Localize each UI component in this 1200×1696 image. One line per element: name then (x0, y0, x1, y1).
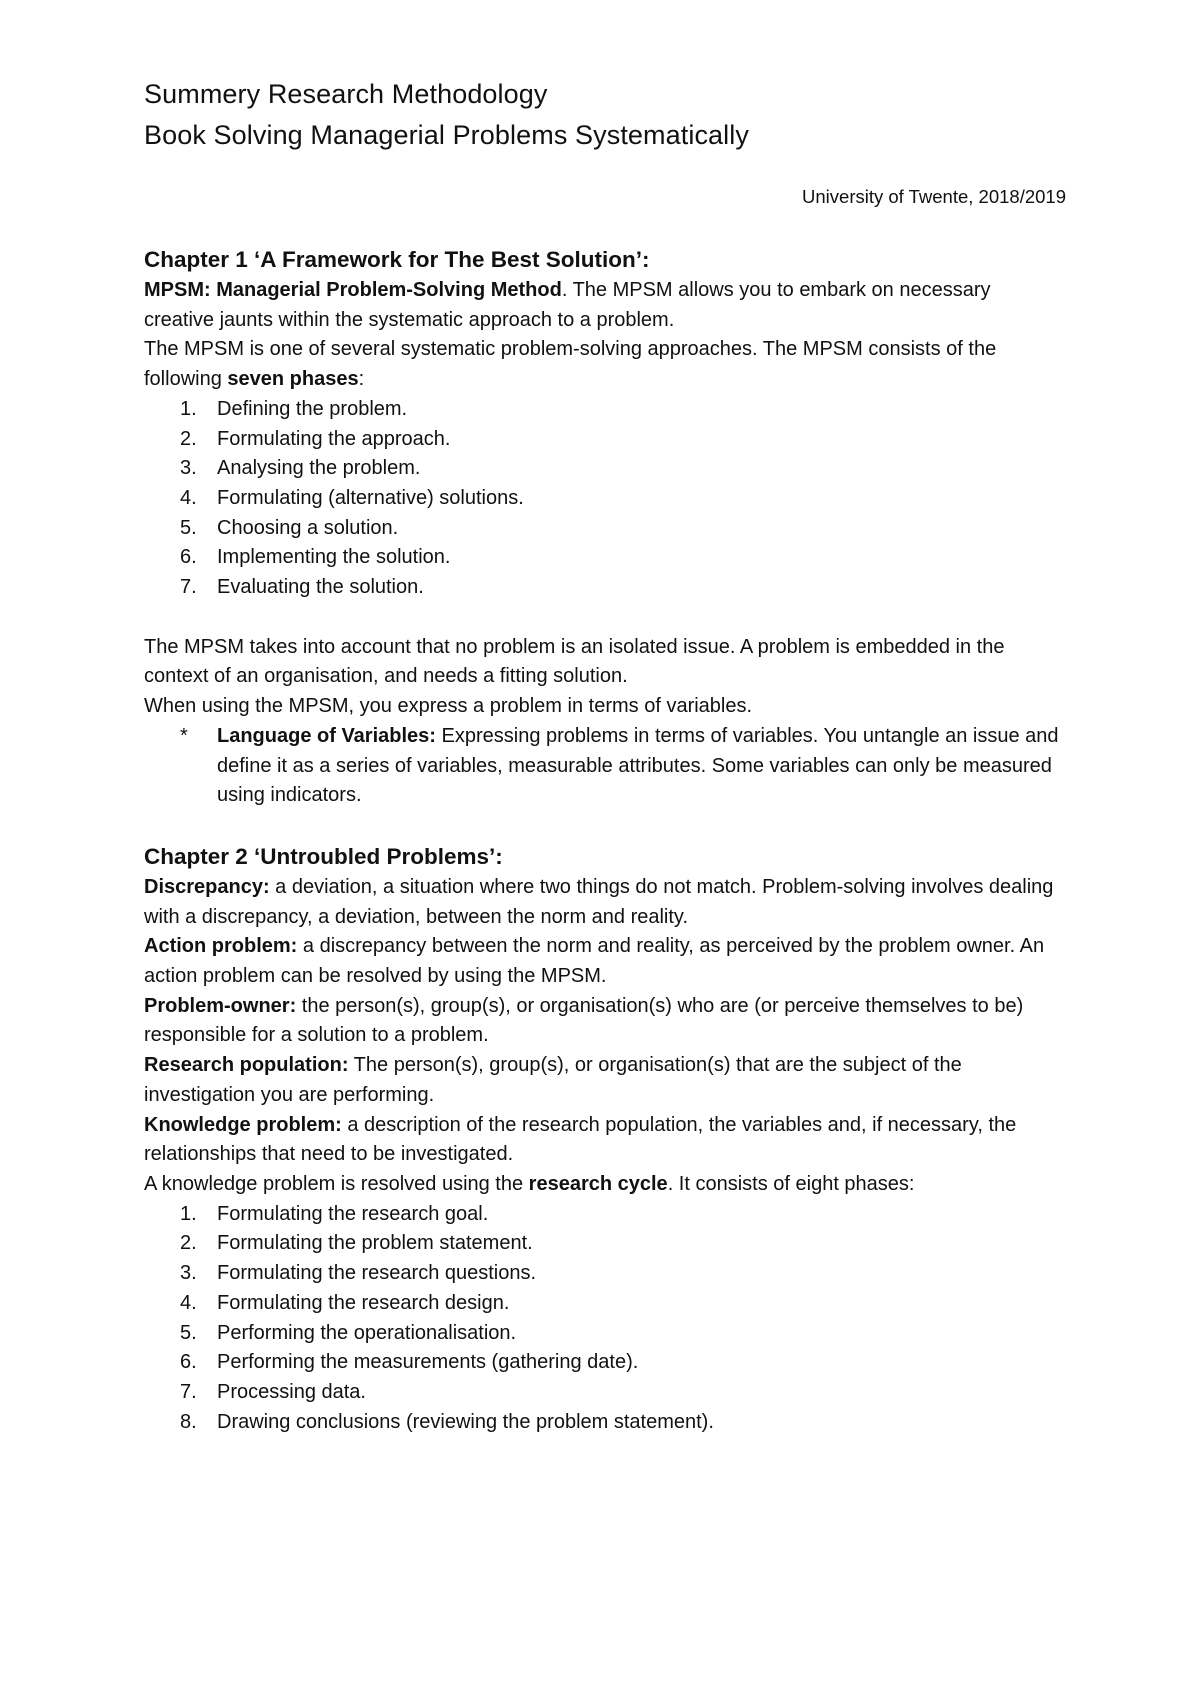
list-item-text: Formulating the problem statement. (217, 1232, 533, 1255)
list-item-text: Choosing a solution. (217, 516, 399, 539)
document-subtitle: Book Solving Managerial Problems Systematically (144, 120, 749, 150)
definition-term: Action problem: (144, 935, 298, 958)
bullet-term: Language of Variables: (217, 724, 436, 747)
list-item: 7. Evaluating the solution. (180, 576, 424, 599)
mpsm-term: MPSM: Managerial Problem-Solving Method (144, 279, 562, 301)
list-item: 3. Analysing the problem. (180, 457, 421, 480)
variables-paragraph: When using the MPSM, you express a problem in terms of variables. (144, 695, 753, 718)
list-item-text: Drawing conclusions (reviewing the problem statement). (217, 1410, 714, 1433)
list-item-text: Formulating the research questions. (217, 1262, 537, 1285)
definition-term: Research population: (144, 1054, 349, 1077)
list-item: 4. Formulating (alternative) solutions. (180, 486, 524, 509)
list-item: 1. Formulating the research goal. (180, 1202, 489, 1225)
cycle-intro-bold: research cycle (528, 1172, 668, 1195)
list-item-text: Performing the operationalisation. (217, 1321, 517, 1344)
cycle-intro-text: A knowledge problem is resolved using the (144, 1172, 529, 1195)
list-item-text: Formulating the research goal. (217, 1202, 489, 1225)
context-paragraph: The MPSM takes into account that no problem is an isolated issue. A problem is embedded in the context of an organisation, and needs a fitting solution. (144, 635, 1005, 688)
chapter-2-heading: Chapter 2 ‘Untroubled Problems’: (144, 843, 503, 869)
language-of-variables-bullet (144, 722, 1064, 811)
list-item-text: Processing data. (217, 1380, 366, 1403)
paragraph-gap (144, 603, 1064, 633)
chapter-1-heading: Chapter 1 ‘A Framework for The Best Solution’: (144, 247, 650, 272)
list-item: 8. Drawing conclusions (reviewing the problem statement). (180, 1410, 714, 1433)
definition-text: The person(s), group(s), or organisation(s) that are the subject of the investigation you are performing. (144, 1054, 962, 1106)
list-item-text: Defining the problem. (217, 397, 408, 420)
affiliation: University of Twente, 2018/2019 (802, 186, 1066, 207)
definition-action-problem (144, 932, 1064, 991)
mpsm-definition-text: . The MPSM allows you to embark on necessary creative jaunts within the systematic approach to a problem. (144, 279, 991, 331)
definition-knowledge-problem (144, 1111, 1064, 1170)
phases-intro-end: : (358, 368, 365, 391)
list-item-text: Formulating (alternative) solutions. (217, 486, 524, 509)
definition-text: a discrepancy between the norm and reality, as perceived by the problem owner. An action problem can be resolved by using the MPSM. (144, 935, 1045, 988)
list-item-text: Performing the measurements (gathering date). (217, 1351, 639, 1374)
document-title: Summery Research Methodology (144, 79, 548, 109)
list-item-text: Implementing the solution. (217, 546, 451, 569)
list-item: 2. Formulating the approach. (180, 427, 451, 450)
definition-term: Discrepancy: (144, 875, 270, 898)
research-cycle-intro (144, 1170, 1064, 1200)
phases-intro-bold: seven phases (227, 368, 359, 391)
definition-term: Knowledge problem: (144, 1113, 342, 1136)
list-item: 5. Performing the operationalisation. (180, 1321, 517, 1344)
definition-text: a deviation, a situation where two things do not match. Problem-solving involves dealing with a discrepancy, a deviation, between the norm and reality. (144, 875, 1054, 928)
phases-intro (144, 335, 1064, 394)
list-item: 5. Choosing a solution. (180, 516, 399, 539)
document-page (144, 74, 1064, 1437)
cycle-intro-end: . It consists of eight phases: (667, 1172, 915, 1195)
list-item: 3. Formulating the research questions. (180, 1262, 537, 1285)
list-item: 7. Processing data. (180, 1380, 366, 1403)
definition-text: the person(s), group(s), or organisation(s) who are (or perceive themselves to be) responsible for a solution to a problem. (144, 994, 1024, 1047)
list-item-text: Formulating the approach. (217, 427, 451, 450)
definition-problem-owner (144, 992, 1064, 1051)
list-item: 6. Performing the measurements (gathering date). (180, 1351, 639, 1374)
list-item: 2. Formulating the problem statement. (180, 1232, 533, 1255)
mpsm-phases-list (144, 395, 1064, 603)
bullet-marker: * (180, 724, 188, 747)
definition-term: Problem-owner: (144, 994, 297, 1017)
mpsm-definition (144, 276, 1064, 335)
definition-text: a description of the research population, the variables and, if necessary, the relationships that need to be investigated. (144, 1113, 1017, 1166)
research-cycle-list (144, 1200, 1064, 1438)
bullet-text: Expressing problems in terms of variables. You untangle an issue and define it as a series of variables, measurable attributes. Some variables can only be measured using indicators. (217, 724, 1059, 807)
list-item: 4. Formulating the research design. (180, 1291, 510, 1314)
list-item-text: Evaluating the solution. (217, 576, 424, 599)
list-item: 1. Defining the problem. (180, 397, 408, 420)
list-item-text: Formulating the research design. (217, 1291, 510, 1314)
list-item-text: Analysing the problem. (217, 457, 421, 480)
list-item: 6. Implementing the solution. (180, 546, 451, 569)
phases-intro-text: The MPSM is one of several systematic problem-solving approaches. The MPSM consists of the following (144, 338, 997, 391)
definition-research-population (144, 1051, 1064, 1110)
definition-discrepancy (144, 873, 1064, 932)
